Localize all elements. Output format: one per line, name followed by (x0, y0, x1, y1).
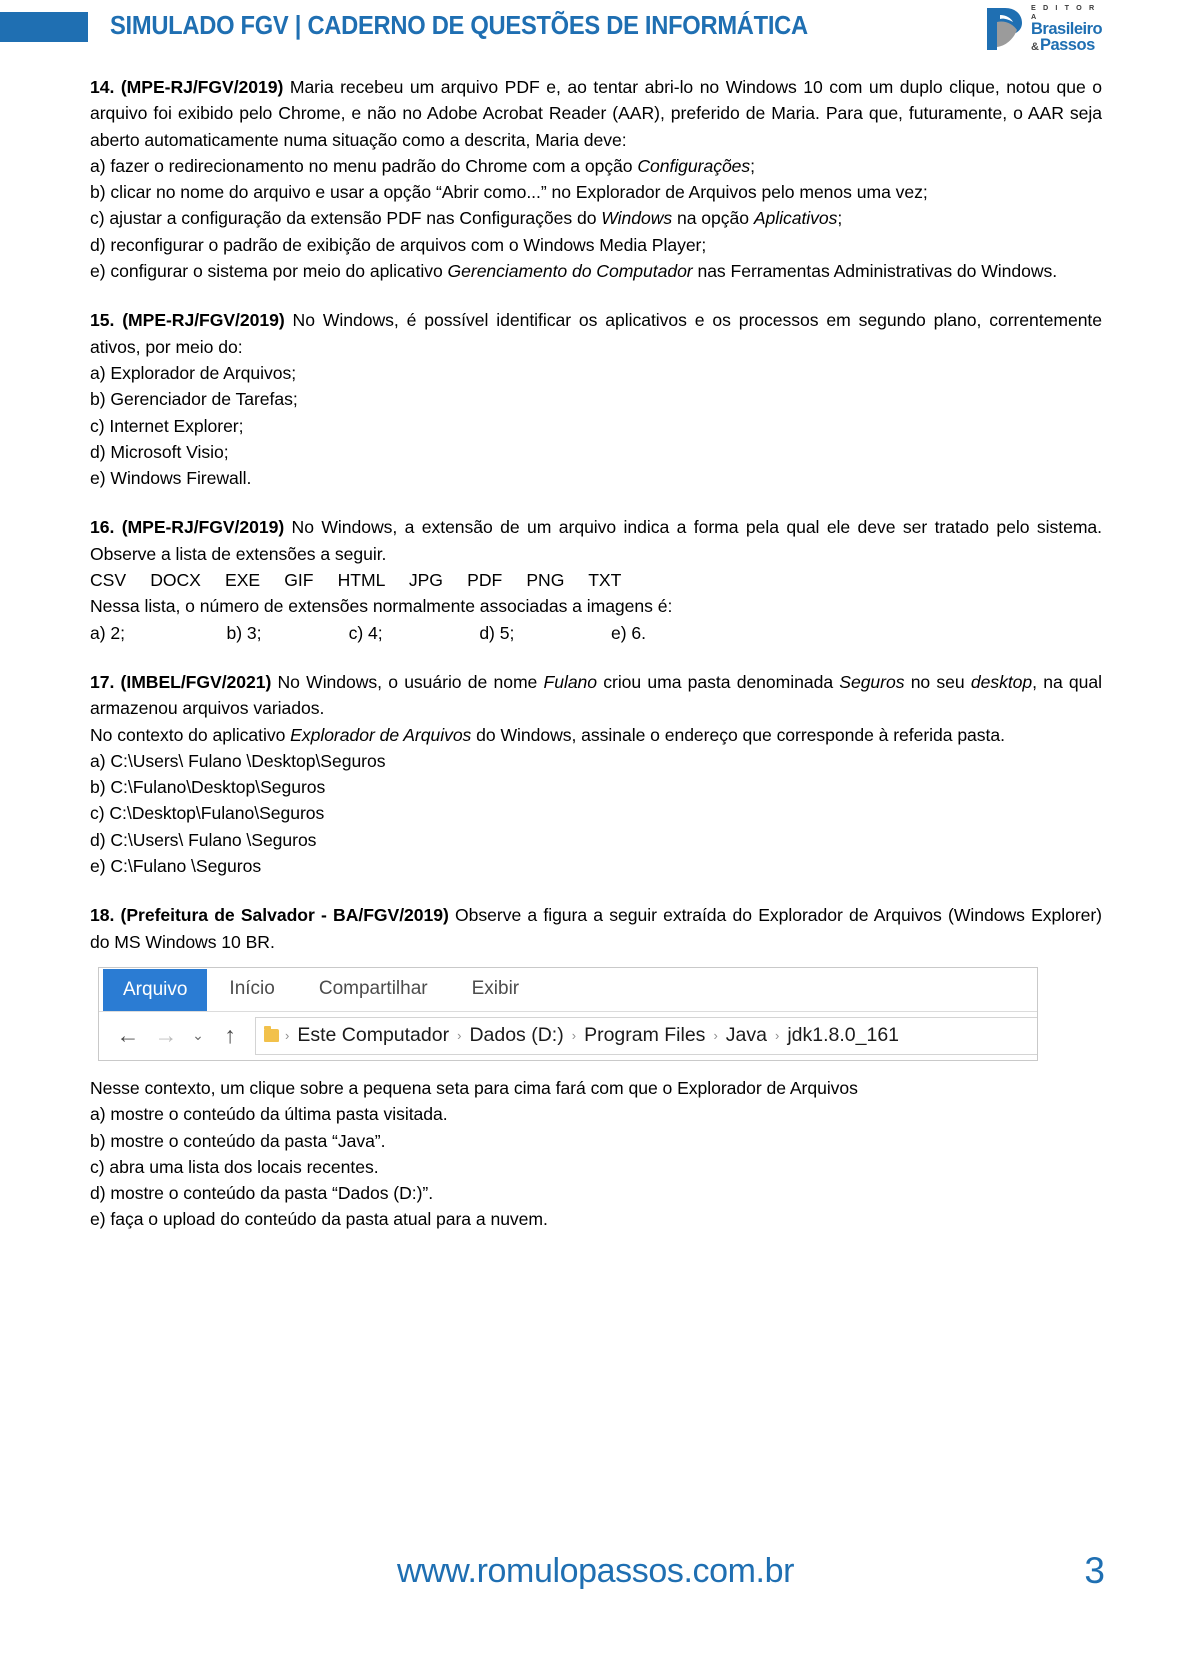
extensions-line: CSV DOCX EXE GIF HTML JPG PDF PNG TXT (90, 570, 622, 591)
question-18-stem-text: Observe a figura a seguir extraída do Explorador de Arquivos (Windows Explorer) do MS Windows 10 BR. (90, 905, 1102, 952)
question-17-number: 17. (90, 671, 115, 692)
recent-locations-chevron-down-icon[interactable]: ⌄ (192, 1027, 204, 1044)
question-15-number: 15. (90, 310, 115, 331)
questions-content (90, 74, 1102, 1233)
question-14-source: (MPE-RJ/FGV/2019) (120, 77, 284, 97)
question-17-source: (IMBEL/FGV/2021) (120, 671, 272, 692)
question-16 (90, 514, 1102, 645)
logo-ampersand: & (1031, 41, 1039, 53)
question-17-option-d: d) C:\Users\ Fulano \Seguros (90, 829, 317, 850)
question-16-followup: Nessa lista, o número de extensões normalmente associadas a imagens é: (90, 596, 673, 617)
forward-arrow-icon[interactable]: → (154, 1022, 178, 1049)
question-15-stem-text: No Windows, é possível identificar os aplicativos e os processos em segundo plano, correntemente ativos, por meio do: (90, 310, 1103, 357)
question-16-source: (MPE-RJ/FGV/2019) (121, 517, 285, 538)
explorer-tab-compartilhar[interactable]: Compartilhar (318, 978, 428, 1000)
spacer (90, 284, 1102, 307)
publisher-logo (983, 2, 1105, 54)
breadcrumb-separator: › (774, 1028, 780, 1044)
question-18 (90, 902, 1102, 1232)
explorer-address-bar (99, 1012, 1037, 1060)
spacer (90, 879, 1102, 902)
question-16-options-row: a) 2; b) 3; c) 4; d) 5; e) 6. (90, 622, 646, 643)
breadcrumb-item-java[interactable]: Java (725, 1024, 767, 1047)
question-18-option-d: d) mostre o conteúdo da pasta “Dados (D:)”. (90, 1183, 434, 1204)
breadcrumb-separator: › (457, 1028, 462, 1044)
footer-website-url[interactable]: www.romulopassos.com.br (396, 1552, 795, 1590)
question-16-stem (90, 514, 1102, 567)
question-15-option-b: b) Gerenciador de Tarefas; (90, 389, 298, 410)
question-14-option-c: c) ajustar a configuração da extensão PDF nas Configurações do Windows na opção Aplicativos; (90, 208, 843, 229)
question-14-option-d: d) reconfigurar o padrão de exibição de arquivos com o Windows Media Player; (90, 234, 707, 255)
logo-editora-label: E D I T O R A (1031, 3, 1097, 21)
question-14-number: 14. (90, 77, 115, 97)
explorer-ribbon-tabs (99, 968, 1037, 1012)
breadcrumb-separator: › (713, 1028, 718, 1044)
question-18-option-a: a) mostre o conteúdo da última pasta visitada. (90, 1104, 448, 1125)
breadcrumb-item-program-files[interactable]: Program Files (584, 1024, 706, 1047)
question-18-option-e: e) faça o upload do conteúdo da pasta atual para a nuvem. (90, 1209, 548, 1230)
question-14 (90, 74, 1102, 284)
question-15-option-d: d) Microsoft Visio; (90, 441, 229, 462)
question-16-stem-text: No Windows, a extensão de um arquivo indica a forma pela qual ele deve ser tratado pelo sistema. Observe a lista de extensões a seguir. (90, 517, 1102, 564)
logo-passos-label: Passos (1039, 36, 1095, 54)
explorer-tab-inicio[interactable]: Início (229, 978, 275, 1000)
logo-passos-row (1031, 37, 1105, 55)
explorer-tab-exibir[interactable]: Exibir (471, 978, 520, 1000)
question-18-number: 18. (90, 905, 115, 926)
question-14-option-b: b) clicar no nome do arquivo e usar a opção “Abrir como...” no Explorador de Arquivos pelo menos uma vez; (90, 182, 928, 203)
question-15-option-c: c) Internet Explorer; (90, 415, 244, 436)
logo-brasileiro-label: Brasileiro (1031, 20, 1103, 38)
question-15 (90, 307, 1102, 491)
windows-explorer-figure (98, 967, 1038, 1061)
question-18-source: (Prefeitura de Salvador - BA/FGV/2019) (120, 905, 449, 926)
breadcrumb-separator: › (571, 1028, 577, 1044)
question-18-option-b: b) mostre o conteúdo da pasta “Java”. (90, 1130, 386, 1151)
question-18-option-c: c) abra uma lista dos locais recentes. (90, 1156, 379, 1177)
question-14-stem (90, 74, 1102, 153)
question-17-option-b: b) C:\Fulano\Desktop\Seguros (90, 777, 326, 798)
breadcrumb-item-jdk[interactable]: jdk1.8.0_161 (787, 1024, 900, 1047)
question-14-option-e: e) configurar o sistema por meio do aplicativo Gerenciamento do Computador nas Ferramentas Administrativas do Windows. (90, 261, 1058, 282)
question-17-option-c: c) C:\Desktop\Fulano\Seguros (90, 803, 325, 824)
question-15-option-a: a) Explorador de Arquivos; (90, 362, 297, 383)
breadcrumb-item-este-computador[interactable]: Este Computador (297, 1024, 450, 1047)
breadcrumb-separator: › (285, 1028, 290, 1044)
question-18-stem (90, 902, 1102, 955)
page-number: 3 (1084, 1550, 1105, 1591)
up-arrow-icon[interactable]: ↑ (224, 1022, 236, 1049)
folder-icon (264, 1029, 279, 1042)
question-17-stem (90, 669, 1102, 722)
header-accent-bar (0, 12, 88, 42)
question-17-option-e: e) C:\Fulano \Seguros (90, 856, 262, 877)
question-15-option-e: e) Windows Firewall. (90, 468, 252, 489)
spacer (90, 646, 1102, 669)
question-14-stem-text: Maria recebeu um arquivo PDF e, ao tentar abri-lo no Windows 10 com um duplo clique, notou que o arquivo foi exibido pelo Chrome, e não no Adobe Acrobat Reader (AAR), preferido de Maria. Para que, futuramente, o AAR seja aberto automaticamente numa situação como a descrita, Maria deve: (90, 77, 1102, 150)
explorer-breadcrumb[interactable] (255, 1017, 1037, 1055)
question-16-number: 16. (90, 517, 115, 538)
question-15-stem (90, 307, 1102, 360)
question-16-inline-options (90, 620, 1102, 646)
question-17-option-a: a) C:\Users\ Fulano \Desktop\Seguros (90, 750, 386, 771)
question-18-followup: Nesse contexto, um clique sobre a pequena seta para cima fará com que o Explorador de Arquivos (90, 1077, 858, 1098)
question-17 (90, 669, 1102, 879)
question-16-extensions-list (90, 567, 1102, 593)
page-header (0, 0, 1191, 58)
question-14-option-a: a) fazer o redirecionamento no menu padrão do Chrome com a opção Configurações; (90, 155, 756, 176)
explorer-tab-arquivo[interactable]: Arquivo (103, 969, 207, 1011)
breadcrumb-item-dados-d[interactable]: Dados (D:) (469, 1024, 564, 1047)
spacer (90, 491, 1102, 514)
question-17-stem-text: No Windows, o usuário de nome Fulano criou uma pasta denominada Seguros no seu desktop, na qual armazenou arquivos variados. (90, 671, 1102, 719)
question-17-stem2: No contexto do aplicativo Explorador de Arquivos do Windows, assinale o endereço que corresponde à referida pasta. (90, 724, 1005, 745)
publisher-logo-icon (983, 6, 1027, 52)
question-15-source: (MPE-RJ/FGV/2019) (122, 310, 285, 331)
publisher-logo-text (1031, 3, 1105, 55)
page-title: SIMULADO FGV | CADERNO DE QUESTÕES DE INFORMÁTICA (110, 12, 808, 40)
page-footer (0, 1552, 1191, 1602)
back-arrow-icon[interactable]: ← (116, 1022, 140, 1049)
